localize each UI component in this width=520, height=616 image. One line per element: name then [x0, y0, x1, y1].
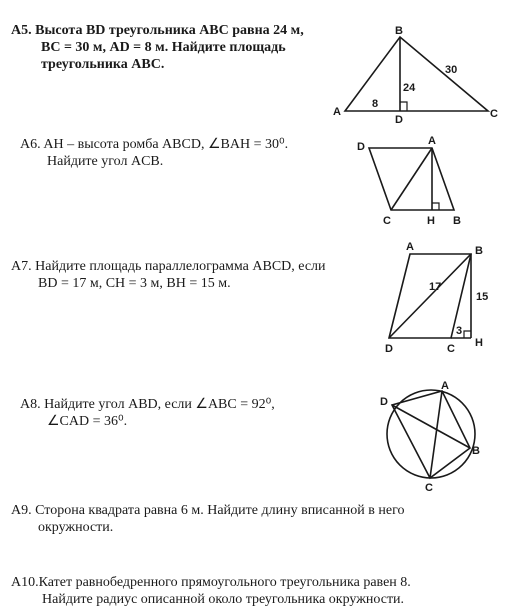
- label-vertex-a: A: [428, 135, 436, 147]
- label-length-bh: 15: [476, 291, 489, 303]
- label-vertex-c: C: [447, 343, 455, 355]
- task-text-line: BC = 30 м, AD = 8 м. Найдите площадь: [41, 40, 286, 55]
- task-text-line: Сторона квадрата равна 6 м. Найдите длину вписанной в него: [35, 503, 405, 518]
- label-vertex-a: A: [441, 380, 449, 392]
- task-a5: [11, 22, 304, 73]
- right-angle-mark: [464, 331, 471, 338]
- label-vertex-d: D: [357, 141, 365, 153]
- task-number: A5.: [11, 23, 32, 38]
- label-vertex-d: D: [380, 396, 388, 408]
- label-vertex-b: B: [395, 25, 403, 37]
- label-vertex-c: C: [425, 482, 433, 494]
- figure-a6-rhombus: [355, 135, 475, 228]
- task-text-line: окружности.: [38, 520, 114, 535]
- task-text-line: треугольника ABC.: [41, 57, 165, 72]
- task-text-line: Найдите угол ABD, если ∠ABC = 92⁰,: [44, 397, 275, 412]
- task-number: A8.: [20, 397, 41, 412]
- task-text-line: Катет равнобедренного прямоугольного треугольника равен 8.: [38, 575, 411, 590]
- task-number: A9.: [11, 503, 32, 518]
- label-vertex-a: A: [406, 241, 414, 253]
- label-length-ad: 8: [372, 98, 379, 110]
- label-vertex-h: H: [475, 337, 483, 349]
- diagonal-ac: [391, 148, 432, 210]
- task-a8: [20, 396, 275, 430]
- diagonal-ac: [430, 391, 442, 478]
- label-vertex-h: H: [427, 215, 435, 227]
- label-length-bd: 17: [429, 281, 442, 293]
- task-text-line: Найдите площадь параллелограмма ABCD, если: [35, 259, 326, 274]
- label-length-ch: 3: [456, 325, 463, 337]
- triangle-abc: [345, 37, 488, 111]
- task-a6: [20, 136, 288, 170]
- task-number: A10.: [11, 575, 39, 590]
- task-text-line: Найдите радиус описанной около треугольника окружности.: [42, 592, 405, 607]
- label-vertex-b: B: [453, 215, 461, 227]
- task-a7: [11, 258, 326, 292]
- task-text-line: Найдите угол ACB.: [47, 154, 164, 169]
- task-a9: [11, 502, 404, 536]
- label-length-bc: 30: [445, 64, 458, 76]
- label-vertex-d: D: [385, 343, 393, 355]
- task-text-line: AH – высота ромба ABCD, ∠BAH = 30⁰.: [43, 137, 289, 152]
- label-length-bd: 24: [403, 82, 416, 94]
- label-vertex-c: C: [490, 108, 498, 120]
- task-text-line: BD = 17 м, CH = 3 м, BH = 15 м.: [38, 276, 231, 291]
- right-angle-mark: [400, 102, 407, 111]
- label-vertex-b: B: [472, 445, 480, 457]
- label-vertex-c: C: [383, 215, 391, 227]
- label-vertex-b: B: [475, 245, 483, 257]
- label-vertex-d: D: [395, 114, 403, 126]
- task-a10: [11, 574, 411, 608]
- right-angle-mark: [432, 203, 439, 210]
- figure-a8-inscribed-quadrilateral: [375, 378, 495, 498]
- task-number: A6.: [20, 137, 41, 152]
- task-text-line: Высота BD треугольника ABC равна 24 м,: [35, 23, 304, 38]
- label-vertex-a: A: [333, 106, 341, 118]
- figure-a7-parallelogram: [383, 240, 503, 360]
- figure-a5-triangle: [330, 25, 510, 125]
- task-number: A7.: [11, 259, 32, 274]
- task-text-line: ∠CAD = 36⁰.: [47, 414, 128, 429]
